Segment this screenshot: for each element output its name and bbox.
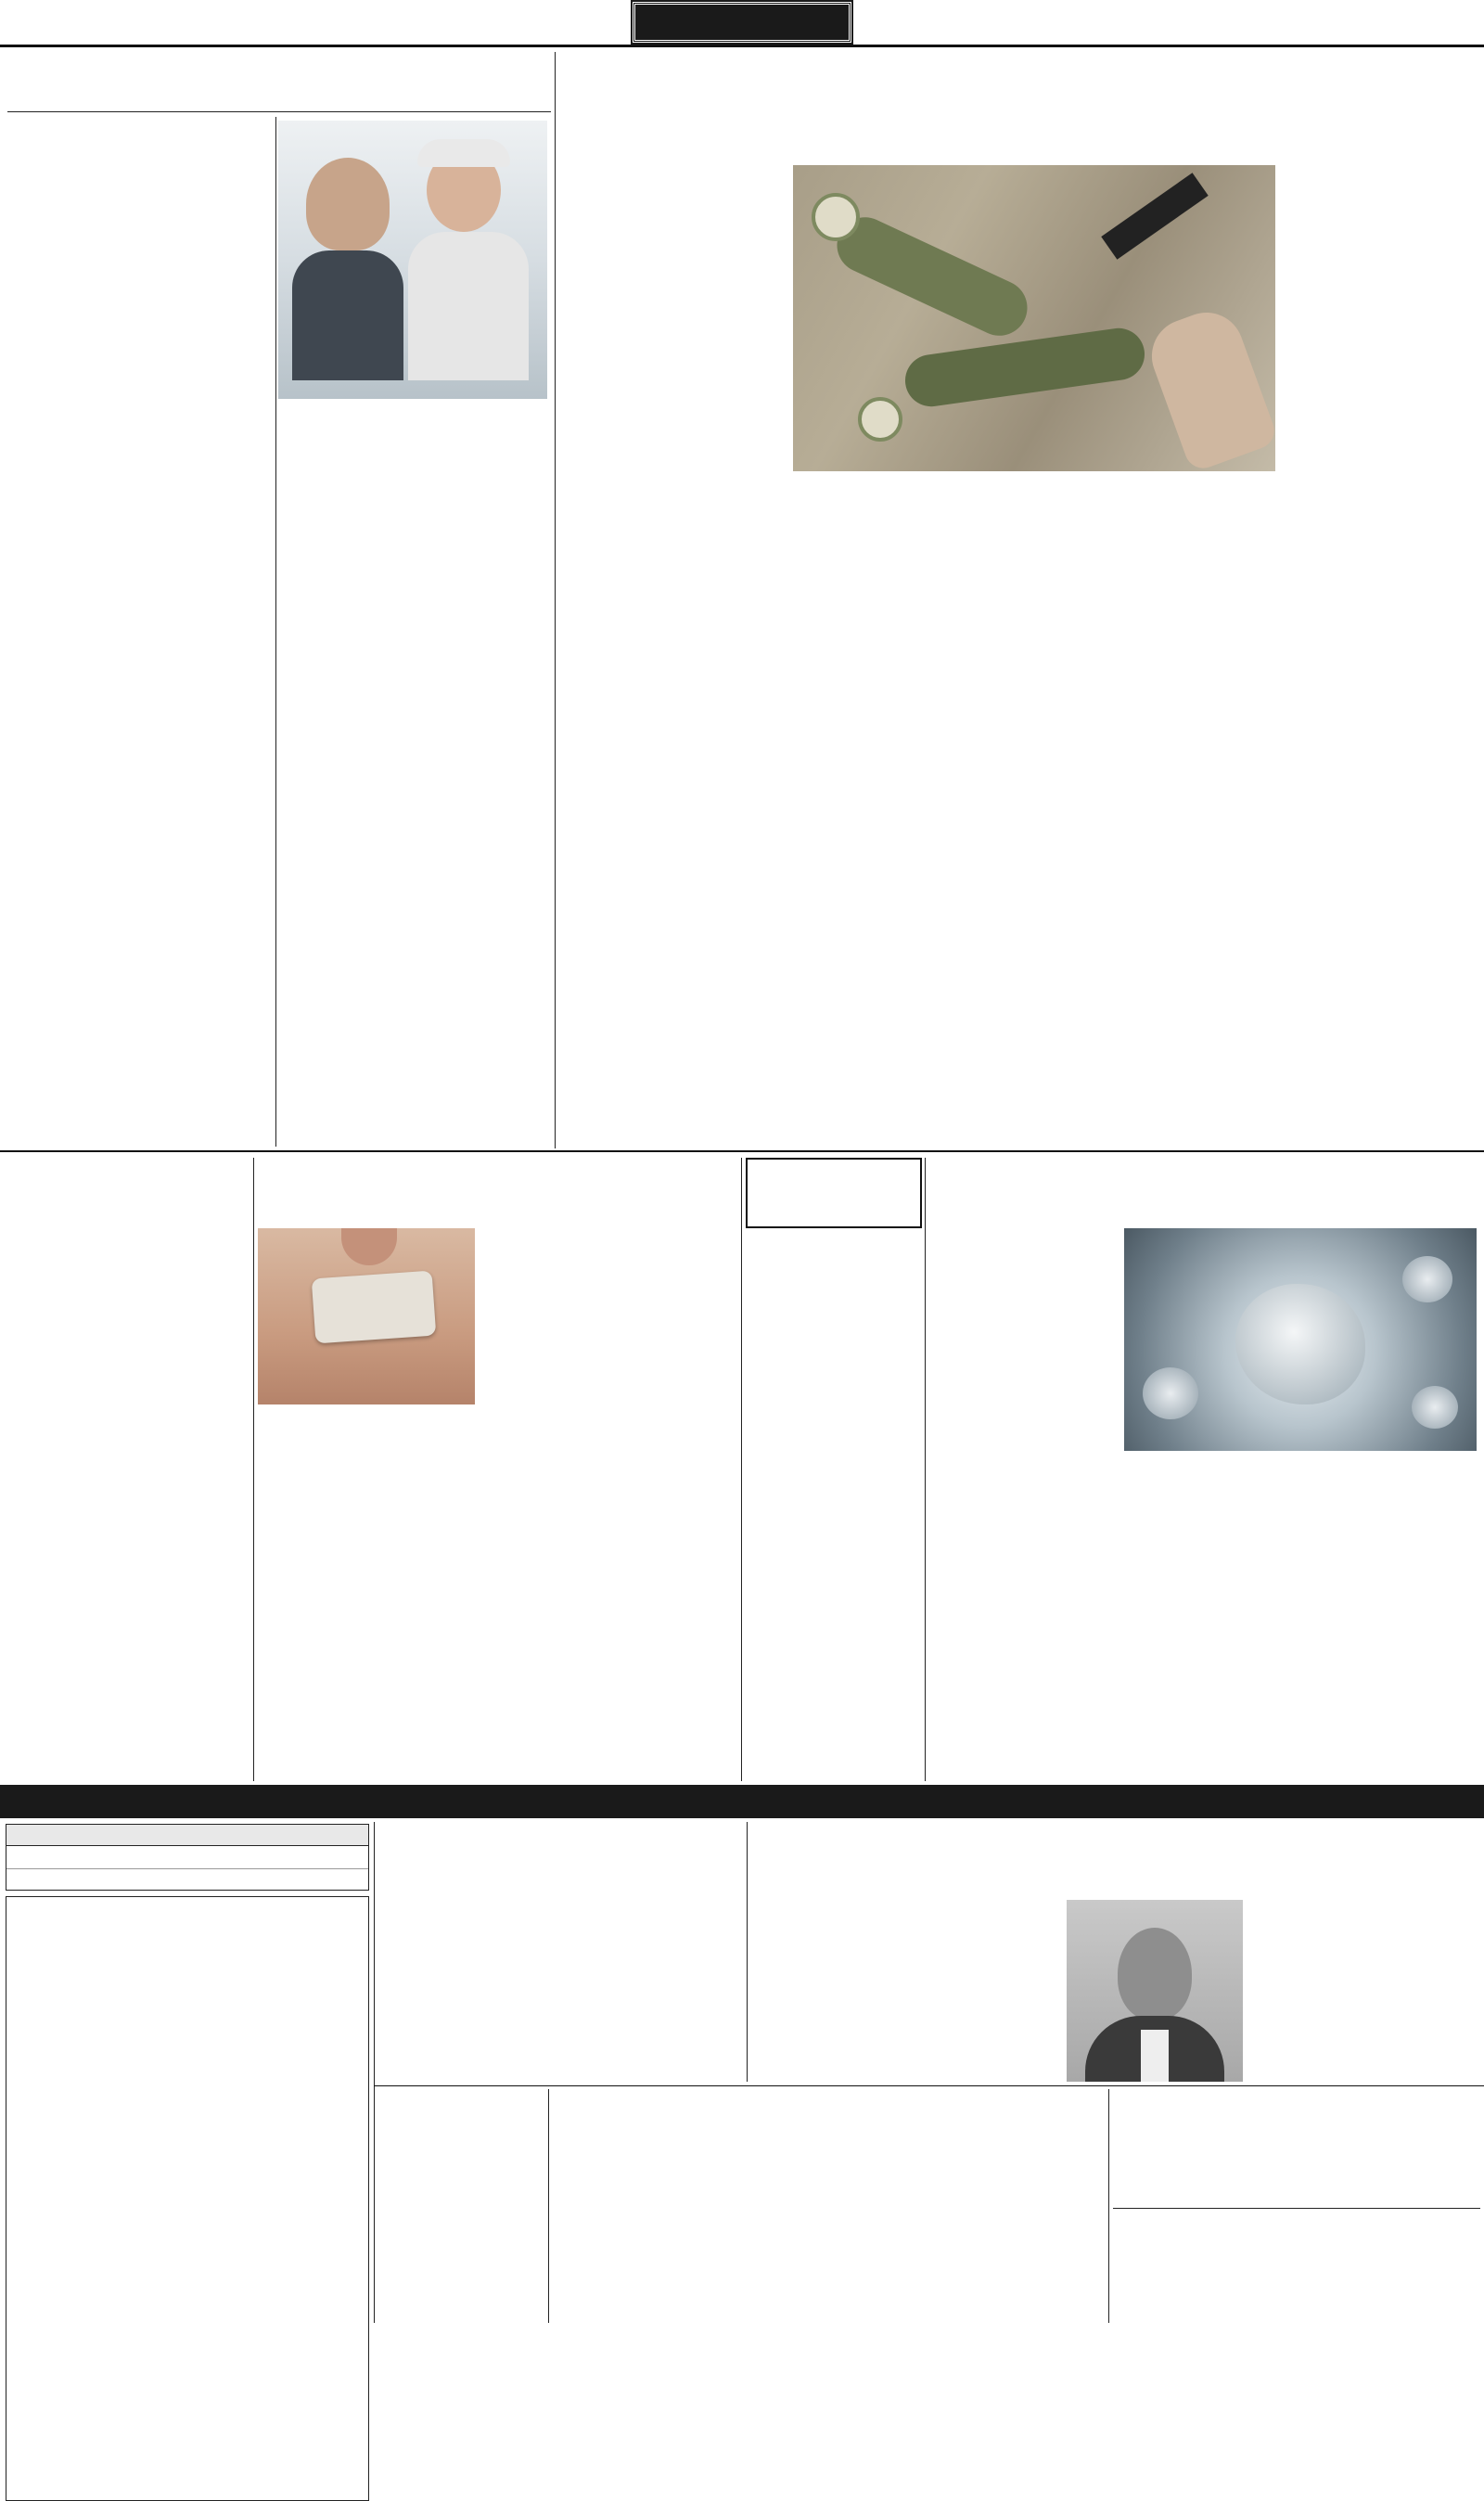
kids-article	[7, 117, 273, 1147]
business-banner-title	[612, 1785, 872, 1818]
okra-cutting-photo	[793, 165, 1275, 471]
loan-article	[378, 2093, 544, 2323]
retail-subhead	[553, 2132, 1104, 2161]
goyal-col-2	[928, 1900, 1061, 2082]
okra-divider	[555, 52, 556, 1148]
okra-col-3	[793, 475, 1004, 1147]
ticker-change	[6, 1869, 127, 1892]
index-ticker	[6, 1824, 369, 1891]
ticker-col-close	[127, 1825, 257, 1845]
kids-headline	[7, 117, 273, 165]
back-body	[746, 1234, 922, 1790]
cancer-col-2	[931, 1455, 1117, 1779]
dementia-headline	[7, 1158, 249, 1197]
cancer-col-3	[1122, 1455, 1477, 1779]
back-divider	[741, 1158, 742, 1781]
retail-article	[553, 2093, 1104, 2323]
cancer-headline	[929, 1158, 1480, 1226]
retail-headline	[553, 2093, 1104, 2132]
ticker-col-change	[6, 1825, 127, 1845]
market-title-1	[6, 1897, 368, 1917]
okra-col-2	[1009, 475, 1274, 1147]
okra-col-1	[1280, 165, 1475, 1147]
retail-divider	[548, 2089, 549, 2323]
weight-body	[278, 404, 547, 1147]
masthead	[0, 0, 1484, 48]
ticker-col-name	[257, 1825, 368, 1845]
weight-headline	[7, 52, 551, 112]
ticker-name	[257, 1846, 368, 1868]
header-company	[6, 1955, 127, 1974]
ticker-row	[6, 1846, 368, 1869]
market-rows	[6, 1955, 368, 1974]
market-fall-article	[378, 1822, 746, 2082]
market-table-divider	[374, 1822, 375, 2323]
goyal-col-3	[751, 1900, 922, 2082]
cyclists-photo	[278, 121, 547, 399]
market-fall-headline	[378, 1822, 746, 1878]
kids-divider	[275, 117, 276, 1147]
rail-article	[1113, 2093, 1480, 2204]
market-header-row	[6, 1955, 368, 1974]
market-date	[6, 1936, 368, 1955]
tape-col-1	[480, 1228, 736, 1404]
newspaper-logo	[7, 4, 59, 41]
okra-col-4	[561, 165, 787, 1147]
back-article	[746, 1158, 922, 1781]
rail-divider	[1108, 2089, 1109, 2323]
kids-body	[7, 165, 273, 1139]
dementia-body	[7, 1197, 249, 1776]
market-fall-body	[378, 1878, 746, 2078]
cancer-divider	[925, 1158, 926, 1781]
ticker-name	[257, 1869, 368, 1892]
ticker-row	[6, 1869, 368, 1892]
header-change	[248, 1955, 368, 1974]
tape-divider	[253, 1158, 254, 1781]
okra-headline	[559, 52, 1479, 145]
dementia-article	[7, 1158, 249, 1781]
tape-col-2	[499, 1408, 736, 1779]
ticker-close	[127, 1846, 257, 1868]
back-headline	[746, 1158, 922, 1228]
section-title-box	[633, 2, 851, 43]
business-rule-1	[374, 2085, 1484, 2086]
rail-headline	[1113, 2093, 1480, 2123]
loan-body	[378, 2152, 544, 2319]
tax-headline	[1113, 2208, 1480, 2240]
mouth-tape-photo	[258, 1228, 475, 1404]
goyal-portrait	[1067, 1900, 1243, 2082]
top-section-rule	[0, 1150, 1484, 1152]
cancer-col-1	[931, 1228, 1119, 1451]
cancer-cells-photo	[1124, 1228, 1477, 1451]
tape-col-3	[258, 1408, 493, 1779]
business-banner	[0, 1785, 1484, 1818]
tape-headline	[258, 1158, 736, 1226]
header-rule	[0, 45, 1484, 47]
goyal-headline	[751, 1822, 1480, 1892]
tax-article	[1113, 2208, 1480, 2323]
header-last-price	[127, 1955, 248, 1974]
market-watch-table	[6, 1896, 369, 2501]
rail-body	[1113, 2123, 1480, 2202]
loan-headline	[378, 2093, 544, 2152]
tax-body	[1113, 2240, 1480, 2324]
market-fall-divider	[747, 1822, 748, 2082]
ticker-close	[127, 1869, 257, 1892]
retail-body	[553, 2161, 1104, 2319]
ticker-change	[6, 1846, 127, 1868]
goyal-col-1	[1248, 1900, 1480, 2082]
market-title-2	[6, 1917, 368, 1936]
